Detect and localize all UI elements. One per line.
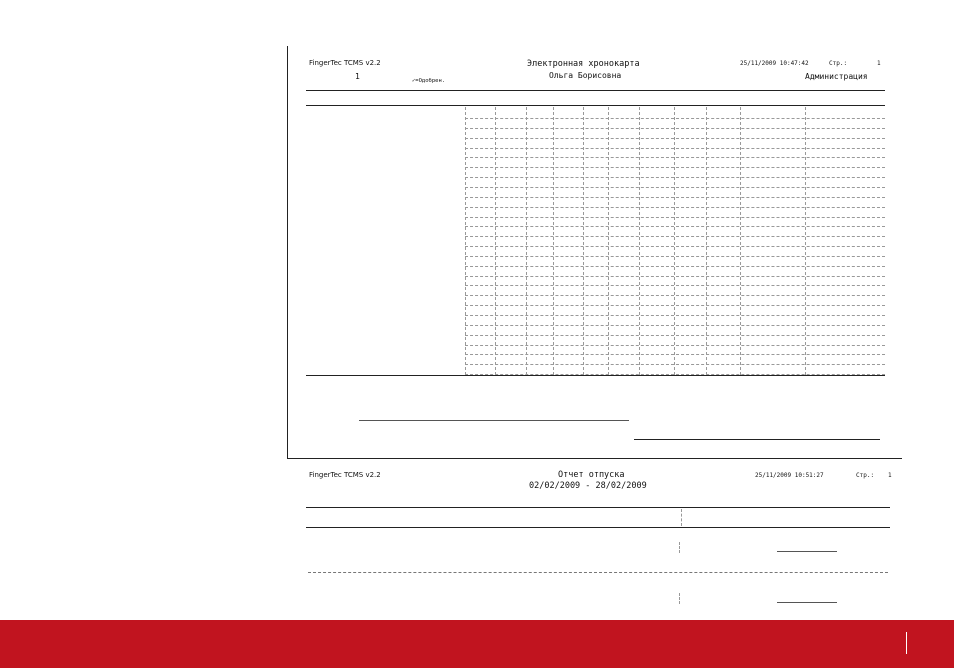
- subtotal-line: [777, 551, 837, 552]
- footer-divider: [906, 632, 907, 654]
- row-divider: [465, 118, 885, 119]
- row-divider: [465, 345, 885, 346]
- row-divider: [465, 128, 885, 129]
- brand-label: FingerTec TCMS v2.2: [309, 59, 381, 67]
- page-label: Стр.:: [829, 60, 848, 67]
- row-divider: [465, 177, 885, 178]
- column-divider: [706, 107, 707, 375]
- printed-timestamp: 25/11/2009 10:47:42: [740, 60, 809, 67]
- department-name: Администрация: [805, 72, 868, 81]
- page-label: Стр.:: [856, 472, 875, 479]
- column-divider: [805, 107, 806, 375]
- row-divider: [465, 246, 885, 247]
- row-divider: [465, 187, 885, 188]
- column-divider: [526, 107, 527, 375]
- column-divider: [679, 542, 680, 553]
- column-divider: [674, 107, 675, 375]
- row-divider: [465, 315, 885, 316]
- summary-total-line: [359, 420, 629, 421]
- column-divider: [639, 107, 640, 375]
- column-divider: [679, 593, 680, 604]
- column-divider: [608, 107, 609, 375]
- report-title: Электронная хронокарта: [527, 59, 640, 69]
- row-divider: [465, 276, 885, 277]
- row-divider: [465, 256, 885, 257]
- row-divider: [465, 325, 885, 326]
- row-divider: [465, 266, 885, 267]
- row-divider: [465, 236, 885, 237]
- brand-label: FingerTec TCMS v2.2: [309, 471, 381, 479]
- employee-name: Ольга Борисовна: [549, 71, 622, 80]
- row-divider: [465, 197, 885, 198]
- row-divider: [465, 157, 885, 158]
- row-divider: [465, 167, 885, 168]
- page-number: 1: [888, 472, 892, 479]
- approved-legend: ✓=Одобрен.: [412, 78, 446, 84]
- row-divider: [465, 354, 885, 355]
- column-divider: [495, 107, 496, 375]
- column-divider: [583, 107, 584, 375]
- leave-report: [287, 456, 902, 620]
- divider-line: [287, 46, 288, 458]
- report-title: Отчет отпуска: [558, 470, 625, 480]
- group-separator: [308, 572, 888, 573]
- column-divider: [681, 509, 682, 526]
- row-divider: [465, 305, 885, 306]
- employee-number: 1: [355, 72, 360, 81]
- footer-bar: [0, 620, 954, 668]
- row-divider: [465, 207, 885, 208]
- column-divider: [740, 107, 741, 375]
- row-divider: [465, 364, 885, 365]
- row-divider: [465, 138, 885, 139]
- row-divider: [465, 295, 885, 296]
- printed-timestamp: 25/11/2009 10:51:27: [755, 472, 824, 479]
- row-divider: [465, 285, 885, 286]
- timecard-report: [287, 46, 887, 456]
- column-divider: [553, 107, 554, 375]
- page-number: 1: [877, 60, 881, 67]
- report-range: 02/02/2009 - 28/02/2009: [529, 481, 647, 491]
- row-divider: [465, 226, 885, 227]
- column-divider: [465, 107, 466, 375]
- subtotal-line: [777, 602, 837, 603]
- row-divider: [465, 148, 885, 149]
- row-divider: [465, 217, 885, 218]
- row-divider: [465, 335, 885, 336]
